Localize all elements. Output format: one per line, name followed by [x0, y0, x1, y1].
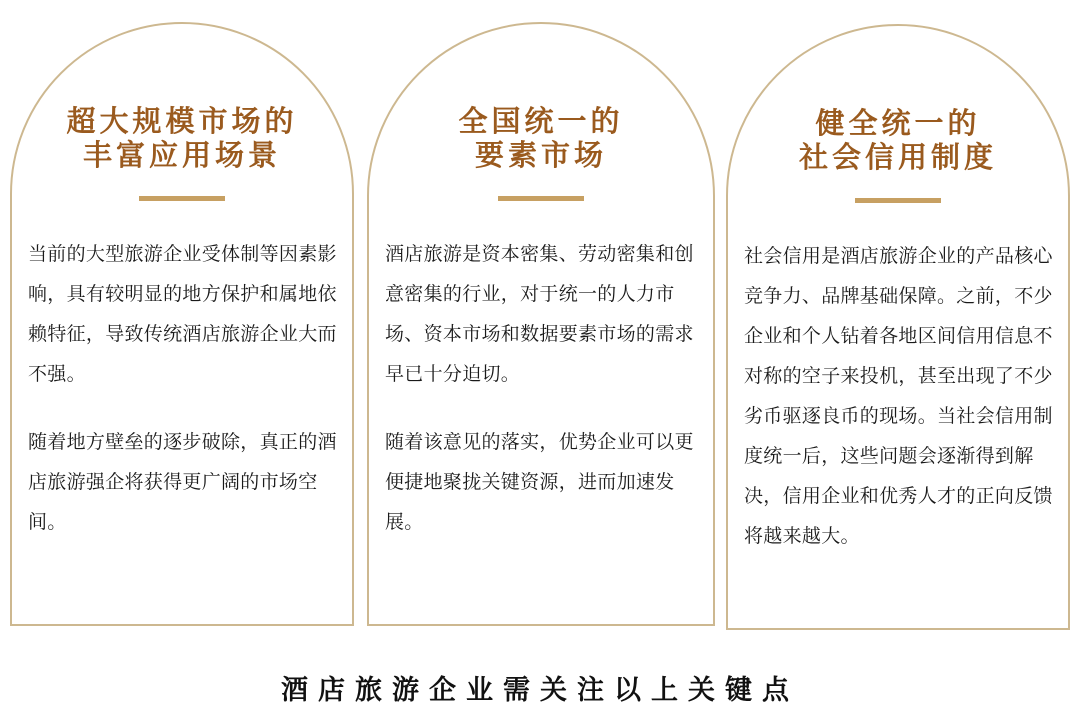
- card-title: [12, 104, 352, 172]
- card-paragraph: 社会信用是酒店旅游企业的产品核心竞争力、品牌基础保障。之前，不少企业和个人钻着各地区间信用信息不对称的空子来投机，甚至出现了不少劣币驱逐良币的现场。当社会信用制度统一后，这些问题会逐渐得到解决，信用企业和优秀人才的正向反馈将越来越大。: [744, 245, 1053, 547]
- card-factor-market: [367, 22, 715, 626]
- card-paragraph: 随着地方壁垒的逐步破除，真正的酒店旅游强企将获得更广阔的市场空间。: [28, 431, 337, 533]
- title-divider: [855, 198, 941, 203]
- card-credit-system: [726, 24, 1070, 630]
- card-title: [369, 104, 713, 172]
- card-body: [28, 234, 338, 570]
- card-paragraph: 酒店旅游是资本密集、劳动密集和创意密集的行业，对于统一的人力市场、资本市场和数据要素市场的需求早已十分迫切。: [385, 243, 694, 385]
- card-title-line-1: 全国统一的: [458, 104, 624, 138]
- card-paragraph: 当前的大型旅游企业受体制等因素影响，具有较明显的地方保护和属地依赖特征，导致传统酒店旅游企业大而不强。: [28, 243, 337, 385]
- card-title-line-2: 丰富应用场景: [82, 138, 281, 172]
- title-divider: [139, 196, 225, 201]
- card-title: [728, 106, 1068, 174]
- card-title-line-2: 社会信用制度: [798, 140, 997, 174]
- title-divider: [498, 196, 584, 201]
- card-title-line-1: 健全统一的: [815, 106, 981, 140]
- card-title-line-1: 超大规模市场的: [66, 104, 298, 138]
- card-market-scenarios: [10, 22, 354, 626]
- card-body: [385, 234, 699, 570]
- card-title-line-2: 要素市场: [474, 138, 607, 172]
- footer-caption: 酒店旅游企业需关注以上关键点: [281, 675, 799, 706]
- card-paragraph: 随着该意见的落实，优势企业可以更便捷地聚拢关键资源，进而加速发展。: [385, 431, 694, 533]
- card-body: [744, 236, 1054, 584]
